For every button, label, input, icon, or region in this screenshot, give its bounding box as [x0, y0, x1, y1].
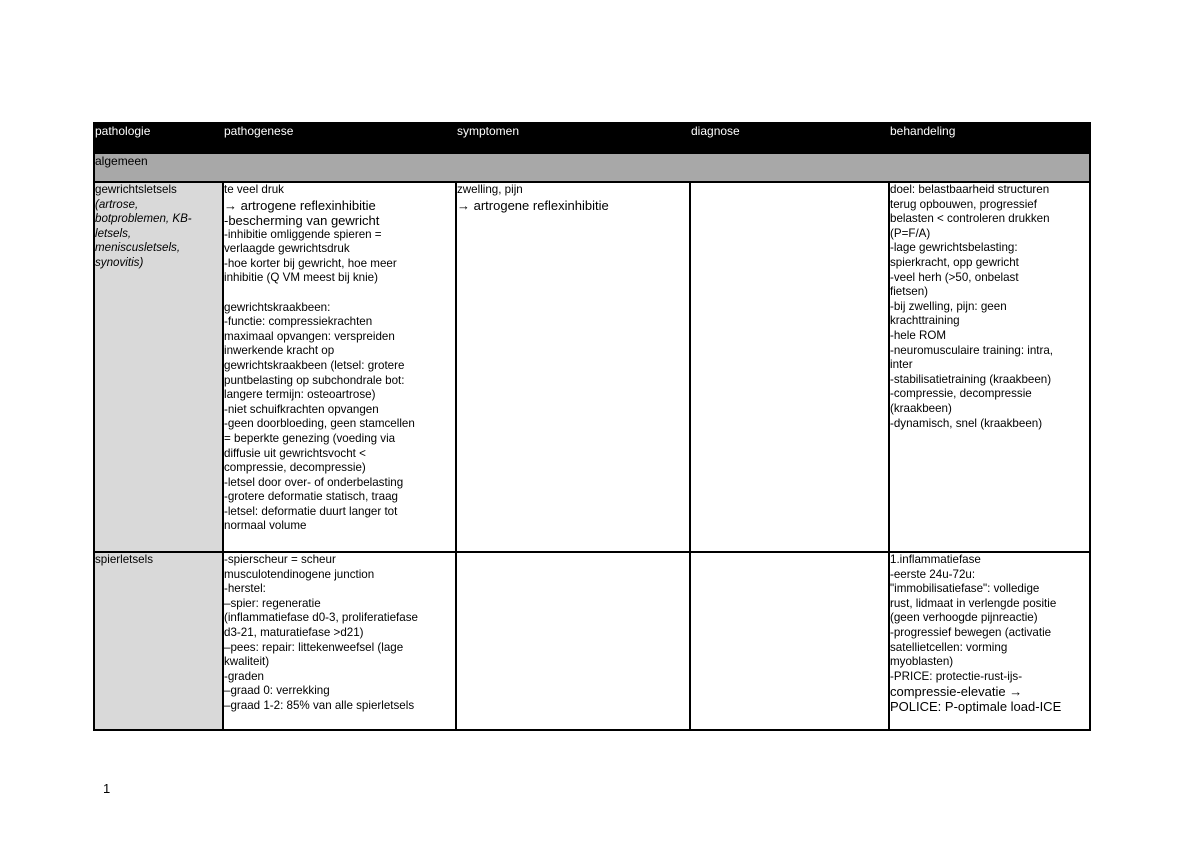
text-line: -niet schuifkrachten opvangen [224, 402, 379, 416]
text-line: -herstel: [224, 582, 266, 596]
text-line: myoblasten) [890, 655, 954, 669]
text-line: (inflammatiefase d0-3, proliferatiefase [224, 611, 418, 625]
page-number: 1 [103, 781, 111, 796]
row1-diagnose-cell [690, 182, 889, 552]
text-line: musculotendinogene junction [224, 567, 375, 581]
text-line: -grotere deformatie statisch, traag [224, 490, 398, 504]
row2-behandeling-cell [889, 552, 1090, 730]
text-line: -geen doorbloeding, geen stamcellen [224, 417, 415, 431]
text-line: → artrogene reflexinhibitie [457, 197, 609, 213]
text-line: diffusie uit gewrichtsvocht < [224, 446, 366, 460]
text-line: gewrichtskraakbeen: [224, 300, 331, 314]
text-line: -eerste 24u-72u: [890, 567, 976, 581]
text-line: zwelling, pijn [457, 183, 523, 196]
text-line: = beperkte genezing (voeding via [224, 431, 396, 445]
text-line: terug opbouwen, progressief [890, 197, 1037, 211]
text-line: –spier: regeneratie [224, 596, 321, 610]
row2-pathologie-cell [94, 552, 223, 730]
text-line: –graad 0: verrekking [224, 684, 330, 698]
pathology-table [93, 122, 1091, 731]
row2-symptomen-cell [456, 552, 690, 730]
section-row [94, 153, 1090, 182]
header-behandeling: behandeling [889, 123, 1090, 153]
row1-behandeling-cell [889, 182, 1090, 552]
text-line: verlaagde gewrichtsdruk [224, 242, 350, 256]
text-line: puntbelasting op subchondrale bot: [224, 373, 405, 387]
text-line: compressie, decompressie) [224, 461, 366, 475]
text-line: rust, lidmaat in verlengde positie [890, 596, 1057, 610]
text-line: normaal volume [224, 519, 307, 533]
header-symptomen: symptomen [456, 123, 690, 153]
text-line: -hele ROM [890, 328, 947, 342]
text-line: -compressie, decompressie [890, 387, 1032, 401]
header-pathogenese: pathogenese [223, 123, 456, 153]
text-line: inter [890, 358, 913, 372]
text-line: 1.inflammatiefase [890, 553, 981, 566]
text-line: -veel herh (>50, onbelast [890, 270, 1019, 284]
text-line: (P=F/A) [890, 226, 931, 240]
section-label: algemeen [94, 153, 1090, 182]
row1-symptomen-cell [456, 182, 690, 552]
text-line: -bij zwelling, pijn: geen [890, 299, 1007, 313]
text-line: inhibitie (Q VM meest bij knie) [224, 271, 378, 285]
row2-pathologie-name: spierletsels [95, 553, 153, 566]
text-line: spierkracht, opp gewricht [890, 255, 1019, 269]
text-line: compressie-elevatie → [890, 684, 1023, 700]
header-pathologie: pathologie [94, 123, 223, 153]
text-line: d3-21, maturatiefase >d21) [224, 625, 364, 639]
table-row [94, 552, 1090, 730]
text-line: -graden [224, 669, 264, 683]
row1-pathologie-sub: (artrose, botproblemen, KB- letsels, meniscusletsels, synovitis) [95, 197, 192, 269]
text-line: -bescherming van gewricht [224, 212, 380, 228]
text-line: -dynamisch, snel (kraakbeen) [890, 416, 1043, 430]
header-row [94, 123, 1090, 153]
text-line: -functie: compressiekrachten [224, 315, 373, 329]
text-line: langere termijn: osteoartrose) [224, 388, 376, 402]
text-line: POLICE: P-optimale load-ICE [890, 699, 1062, 715]
text-line: doel: belastbaarheid structuren [890, 183, 1050, 196]
text-line: –graad 1-2: 85% van alle spierletsels [224, 698, 415, 712]
text-line: –pees: repair: littekenweefsel (lage [224, 640, 404, 654]
text-line: "immobilisatiefase": volledige [890, 582, 1040, 596]
blank-line [224, 286, 455, 301]
text-line: -hoe korter bij gewricht, hoe meer [224, 256, 397, 270]
row2-pathogenese-cell [223, 552, 456, 730]
header-diagnose: diagnose [690, 123, 889, 153]
row1-pathogenese-cell [223, 182, 456, 552]
text-line: -lage gewrichtsbelasting: [890, 241, 1018, 255]
text-line: -letsel: deformatie duurt langer tot [224, 504, 398, 518]
text-line: -progressief bewegen (activatie [890, 625, 1052, 639]
text-line: → artrogene reflexinhibitie [224, 197, 376, 213]
text-line: -PRICE: protectie-rust-ijs- [890, 669, 1023, 683]
text-line: krachttraining [890, 314, 960, 328]
text-line: -neuromusculaire training: intra, [890, 343, 1054, 357]
text-line: (kraakbeen) [890, 401, 952, 415]
text-line: -letsel door over- of onderbelasting [224, 475, 404, 489]
text-line: (geen verhoogde pijnreactie) [890, 611, 1038, 625]
text-line: fietsen) [890, 285, 929, 299]
text-line: maximaal opvangen: verspreiden [224, 329, 395, 343]
text-line: kwaliteit) [224, 655, 270, 669]
text-line: te veel druk [224, 183, 284, 196]
text-line: -stabilisatietraining (kraakbeen) [890, 372, 1052, 386]
text-line: satellietcellen: vorming [890, 640, 1008, 654]
text-line: gewrichtskraakbeen (letsel: grotere [224, 358, 405, 372]
text-line: inwerkende kracht op [224, 344, 335, 358]
text-line: -inhibitie omliggende spieren = [224, 227, 382, 241]
row2-diagnose-cell [690, 552, 889, 730]
text-line: belasten < controleren drukken [890, 212, 1050, 226]
text-line: -spierscheur = scheur [224, 553, 336, 566]
row1-pathologie-cell [94, 182, 223, 552]
table-row [94, 182, 1090, 552]
row1-pathologie-name: gewrichtsletsels [95, 183, 177, 196]
